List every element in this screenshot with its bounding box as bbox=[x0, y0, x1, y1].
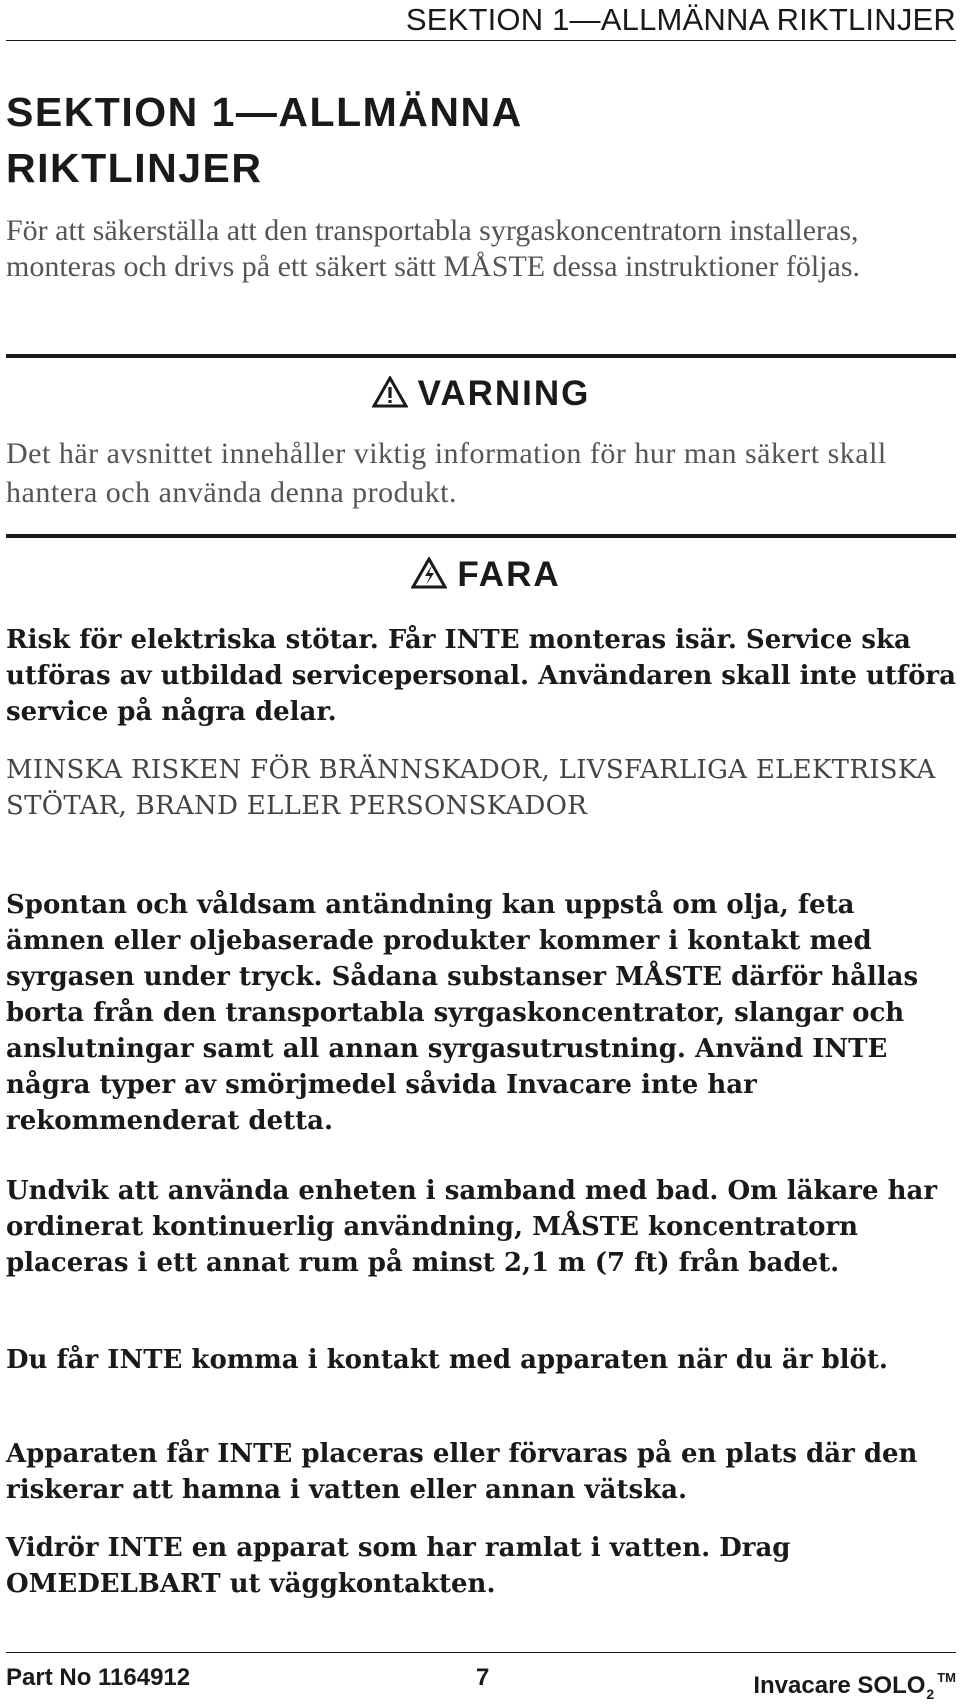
danger-text: Risk för elektriska stötar. Får INTE monteras isär. Service ska utföras av utbildad servicepersonal. Användaren skall inte utföra service på några delar. bbox=[6, 625, 956, 727]
document-page bbox=[6, 0, 956, 1702]
warning-heading-label: VARNING bbox=[417, 374, 591, 413]
danger-heading-label: FARA bbox=[457, 555, 561, 594]
footer-divider bbox=[6, 1652, 956, 1653]
footer-product-name bbox=[753, 1664, 956, 1708]
footer-trademark: TM bbox=[937, 1670, 956, 1685]
paragraph-water: Apparaten får INTE placeras eller förvaras på en plats där den riskerar att hamna i vatten eller annan vätska. bbox=[6, 1439, 918, 1505]
footer-part-number: Part No 1164912 bbox=[6, 1664, 191, 1691]
paragraph-bath: Undvik att använda enheten i samband med bad. Om läkare har ordinerat kontinuerlig användning, MÅSTE koncentratorn placeras i ett annat rum på minst 2,1 m (7 ft) från badet. bbox=[6, 1176, 938, 1278]
section-title bbox=[6, 84, 956, 196]
warning-top-rule bbox=[6, 354, 956, 358]
section-title-line-2: RIKTLINJER bbox=[6, 145, 263, 191]
danger-triangle-icon bbox=[411, 557, 447, 589]
caps-notice: MINSKA RISKEN FÖR BRÄNNSKADOR, LIVSFARLIGA ELEKTRISKA STÖTAR, BRAND ELLER PERSONSKADOR bbox=[6, 755, 936, 821]
intro-paragraph: För att säkerställa att den transportabla syrgaskoncentratorn installeras, monteras och drivs på ett säkert sätt MÅSTE dessa instruktioner följas. bbox=[6, 214, 860, 283]
warning-heading bbox=[6, 372, 956, 416]
footer-page-number: 7 bbox=[476, 1664, 490, 1691]
section-title-line-1: SEKTION 1—ALLMÄNNA bbox=[6, 89, 523, 135]
running-header: SEKTION 1—ALLMÄNNA RIKTLINJER bbox=[405, 2, 956, 37]
footer-product-subscript: 2 bbox=[926, 1686, 935, 1702]
warning-text: Det här avsnittet innehåller viktig information för hur man säkert skall hantera och använda denna produkt. bbox=[6, 437, 887, 509]
footer-product-label: Invacare SOLO bbox=[753, 1672, 926, 1699]
header-divider bbox=[6, 40, 956, 41]
paragraph-oil-ignition: Spontan och våldsam antändning kan uppstå om olja, feta ämnen eller oljebaserade produkter kommer i kontakt med syrgasen under tryck. Sådana substanser MÅSTE därför hållas borta från den transportabla syrgaskoncentrator, slangar och anslutningar samt all annan syrgasutrustning. Använd INTE några typer av smörjmedel såvida Invacare inte har rekommenderat detta. bbox=[6, 890, 919, 1136]
paragraph-wet: Du får INTE komma i kontakt med apparaten när du är blöt. bbox=[6, 1345, 888, 1375]
danger-heading bbox=[6, 553, 956, 597]
warning-triangle-icon bbox=[372, 376, 408, 408]
danger-top-rule bbox=[6, 534, 956, 538]
paragraph-unplug: Vidrör INTE en apparat som har ramlat i vatten. Drag OMEDELBART ut väggkontakten. bbox=[6, 1533, 791, 1599]
